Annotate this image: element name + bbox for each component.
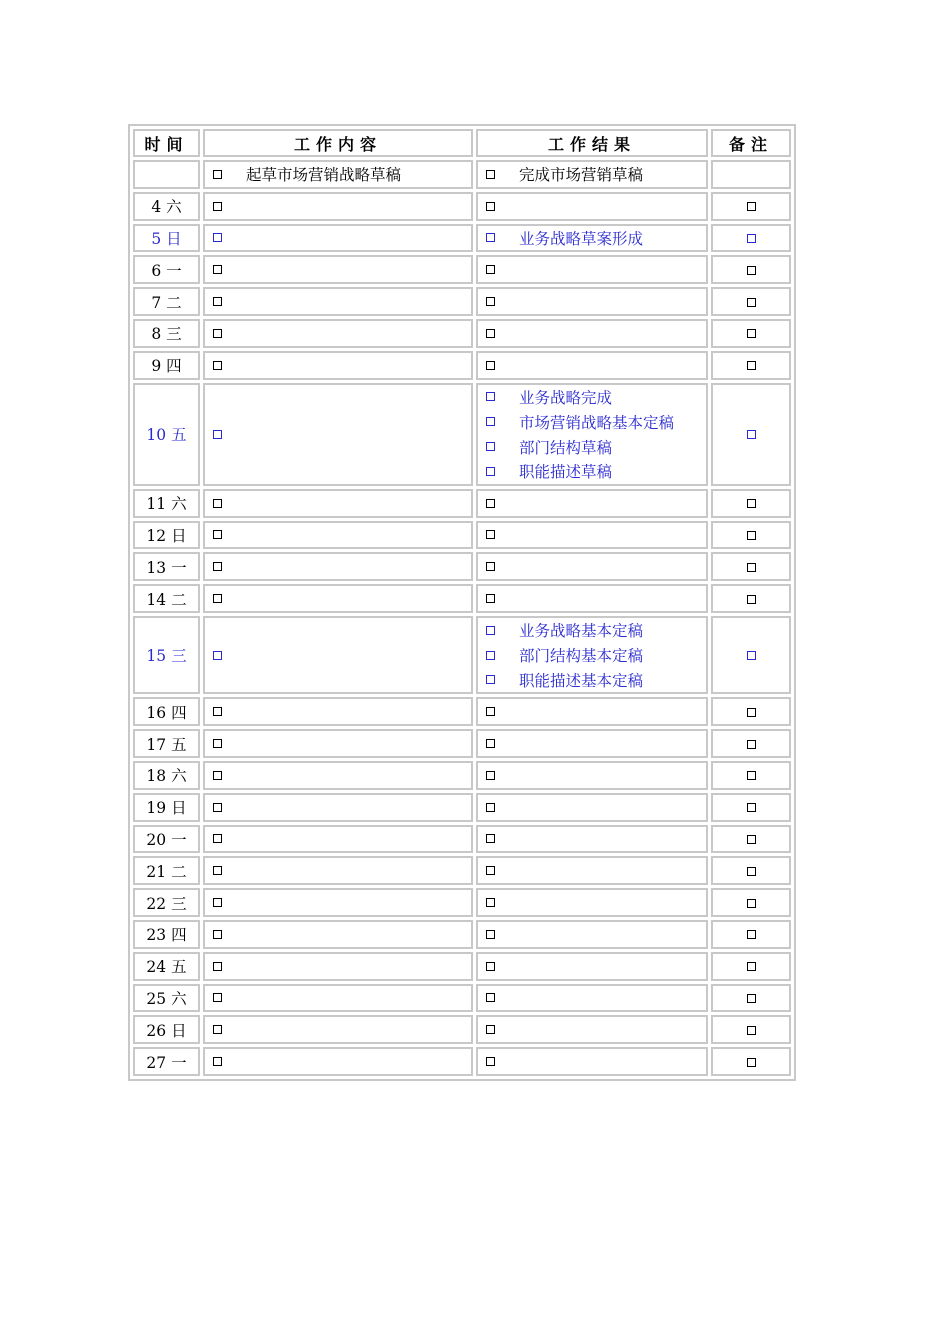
checkbox-icon[interactable] [747, 298, 756, 307]
table-row [133, 287, 791, 316]
content-cell [203, 761, 473, 790]
note-cell [711, 729, 791, 758]
time-cell: 27 一 [133, 1047, 200, 1076]
result-cell [476, 319, 708, 348]
checkbox-icon[interactable] [213, 707, 222, 716]
content-cell [203, 351, 473, 380]
time-cell: 5 日 [133, 224, 200, 253]
result-text: 业务战略完成 [519, 388, 613, 407]
checkbox-icon[interactable] [486, 834, 495, 843]
table-row [133, 552, 791, 581]
result-cell [476, 489, 708, 518]
time-cell: 4 六 [133, 192, 200, 221]
time-cell: 10 五 [133, 383, 200, 486]
table-row [133, 920, 791, 949]
result-cell [476, 616, 708, 694]
table-row [133, 1015, 791, 1044]
content-cell [203, 224, 473, 253]
result-text: 部门结构草稿 [519, 438, 613, 457]
checkbox-icon[interactable] [213, 803, 222, 812]
table-row [133, 383, 791, 486]
time-cell: 24 五 [133, 952, 200, 981]
time-cell: 26 日 [133, 1015, 200, 1044]
table-row [133, 255, 791, 284]
result-cell [476, 697, 708, 726]
checkbox-icon[interactable] [213, 834, 222, 843]
header-note: 备注 [711, 129, 791, 157]
table-row [133, 825, 791, 854]
header-result: 工作结果 [476, 129, 708, 157]
checkbox-icon[interactable] [747, 930, 756, 939]
checkbox-icon[interactable] [486, 329, 495, 338]
time-cell: 18 六 [133, 761, 200, 790]
table-row [133, 761, 791, 790]
checkbox-icon[interactable] [486, 898, 495, 907]
checkbox-icon[interactable] [213, 361, 222, 370]
table-row [133, 856, 791, 885]
checkbox-icon[interactable] [486, 202, 495, 211]
time-cell: 22 三 [133, 888, 200, 917]
checkbox-icon[interactable] [747, 234, 756, 243]
content-cell [203, 552, 473, 581]
content-cell [203, 489, 473, 518]
checkbox-icon[interactable] [486, 170, 495, 179]
result-cell [476, 1015, 708, 1044]
checkbox-icon[interactable] [213, 1025, 222, 1034]
checkbox-icon[interactable] [747, 708, 756, 717]
content-cell [203, 287, 473, 316]
content-cell [203, 255, 473, 284]
checkbox-icon[interactable] [486, 651, 495, 660]
checkbox-icon[interactable] [213, 329, 222, 338]
result-cell [476, 521, 708, 550]
content-cell [203, 729, 473, 758]
checkbox-icon[interactable] [486, 866, 495, 875]
time-cell: 13 一 [133, 552, 200, 581]
table-row [133, 697, 791, 726]
result-cell [476, 1047, 708, 1076]
content-cell [203, 383, 473, 486]
note-cell [711, 160, 791, 189]
result-cell [476, 552, 708, 581]
checkbox-icon[interactable] [486, 530, 495, 539]
checkbox-icon[interactable] [747, 835, 756, 844]
checkbox-icon[interactable] [747, 202, 756, 211]
time-cell: 19 日 [133, 793, 200, 822]
note-cell [711, 489, 791, 518]
checkbox-icon[interactable] [213, 170, 222, 179]
result-cell [476, 224, 708, 253]
checkbox-icon[interactable] [213, 962, 222, 971]
checkbox-icon[interactable] [213, 1057, 222, 1066]
content-cell [203, 192, 473, 221]
note-cell [711, 1015, 791, 1044]
checkbox-icon[interactable] [213, 297, 222, 306]
result-cell [476, 984, 708, 1013]
table-row [133, 984, 791, 1013]
result-cell [476, 160, 708, 189]
result-cell [476, 192, 708, 221]
checkbox-icon[interactable] [486, 993, 495, 1002]
checkbox-icon[interactable] [747, 651, 756, 660]
checkbox-icon[interactable] [213, 898, 222, 907]
checkbox-icon[interactable] [486, 467, 495, 476]
note-cell [711, 192, 791, 221]
checkbox-icon[interactable] [213, 866, 222, 875]
checkbox-icon[interactable] [486, 594, 495, 603]
checkbox-icon[interactable] [486, 562, 495, 571]
time-cell: 11 六 [133, 489, 200, 518]
note-cell [711, 616, 791, 694]
note-cell [711, 552, 791, 581]
content-cell [203, 584, 473, 613]
result-cell [476, 952, 708, 981]
time-cell: 12 日 [133, 521, 200, 550]
result-cell [476, 287, 708, 316]
table-row [133, 952, 791, 981]
table-row [133, 616, 791, 694]
result-cell [476, 761, 708, 790]
checkbox-icon[interactable] [213, 993, 222, 1002]
checkbox-icon[interactable] [486, 392, 495, 401]
result-cell [476, 920, 708, 949]
result-text: 部门结构基本定稿 [519, 647, 644, 666]
table-row [133, 192, 791, 221]
checkbox-icon[interactable] [213, 651, 222, 660]
time-cell: 15 三 [133, 616, 200, 694]
table-row [133, 489, 791, 518]
checkbox-icon[interactable] [486, 803, 495, 812]
content-cell [203, 160, 473, 189]
note-cell [711, 1047, 791, 1076]
time-cell: 7 二 [133, 287, 200, 316]
content-cell [203, 825, 473, 854]
checkbox-icon[interactable] [486, 962, 495, 971]
result-text: 业务战略基本定稿 [519, 622, 644, 641]
checkbox-icon[interactable] [213, 430, 222, 439]
note-cell [711, 224, 791, 253]
checkbox-icon[interactable] [486, 626, 495, 635]
checkbox-icon[interactable] [213, 233, 222, 242]
result-text: 市场营销战略基本定稿 [519, 413, 675, 432]
result-text: 职能描述基本定稿 [519, 671, 644, 690]
result-cell [476, 255, 708, 284]
table-row [133, 521, 791, 550]
content-cell [203, 616, 473, 694]
result-cell [476, 383, 708, 486]
result-cell [476, 793, 708, 822]
content-cell [203, 1015, 473, 1044]
checkbox-icon[interactable] [747, 499, 756, 508]
table-row [133, 888, 791, 917]
checkbox-icon[interactable] [747, 994, 756, 1003]
note-cell [711, 287, 791, 316]
checkbox-icon[interactable] [213, 562, 222, 571]
table-row [133, 584, 791, 613]
header-row [133, 129, 791, 157]
checkbox-icon[interactable] [213, 265, 222, 274]
checkbox-icon[interactable] [747, 803, 756, 812]
time-cell: 8 三 [133, 319, 200, 348]
checkbox-icon[interactable] [486, 739, 495, 748]
result-cell [476, 856, 708, 885]
result-cell [476, 729, 708, 758]
note-cell [711, 825, 791, 854]
checkbox-icon[interactable] [486, 417, 495, 426]
checkbox-icon[interactable] [486, 675, 495, 684]
checkbox-icon[interactable] [747, 430, 756, 439]
table-row [133, 1047, 791, 1076]
checkbox-icon[interactable] [747, 361, 756, 370]
time-cell: 6 一 [133, 255, 200, 284]
content-cell [203, 856, 473, 885]
note-cell [711, 856, 791, 885]
note-cell [711, 984, 791, 1013]
checkbox-icon[interactable] [486, 707, 495, 716]
table-row [133, 793, 791, 822]
checkbox-icon[interactable] [213, 499, 222, 508]
checkbox-icon[interactable] [747, 771, 756, 780]
checkbox-icon[interactable] [747, 595, 756, 604]
note-cell [711, 793, 791, 822]
content-cell [203, 697, 473, 726]
checkbox-icon[interactable] [213, 202, 222, 211]
content-cell [203, 952, 473, 981]
time-cell: 21 二 [133, 856, 200, 885]
checkbox-icon[interactable] [747, 740, 756, 749]
checkbox-icon[interactable] [747, 563, 756, 572]
checkbox-icon[interactable] [747, 962, 756, 971]
checkbox-icon[interactable] [486, 361, 495, 370]
time-cell: 14 二 [133, 584, 200, 613]
result-cell [476, 888, 708, 917]
note-cell [711, 255, 791, 284]
checkbox-icon[interactable] [747, 329, 756, 338]
time-cell: 25 六 [133, 984, 200, 1013]
checkbox-icon[interactable] [486, 265, 495, 274]
checkbox-icon[interactable] [486, 233, 495, 242]
note-cell [711, 761, 791, 790]
checkbox-icon[interactable] [747, 1058, 756, 1067]
note-cell [711, 584, 791, 613]
note-cell [711, 888, 791, 917]
content-text: 起草市场营销战略草稿 [246, 166, 402, 185]
note-cell [711, 920, 791, 949]
time-cell: 9 四 [133, 351, 200, 380]
checkbox-icon[interactable] [213, 594, 222, 603]
note-cell [711, 697, 791, 726]
checkbox-icon[interactable] [213, 739, 222, 748]
checkbox-icon[interactable] [486, 771, 495, 780]
checkbox-icon[interactable] [747, 867, 756, 876]
result-cell [476, 351, 708, 380]
checkbox-icon[interactable] [747, 899, 756, 908]
checkbox-icon[interactable] [486, 930, 495, 939]
result-text: 职能描述草稿 [519, 463, 613, 482]
checkbox-icon[interactable] [747, 266, 756, 275]
schedule-table [128, 124, 796, 1081]
checkbox-icon[interactable] [486, 297, 495, 306]
result-text: 业务战略草案形成 [519, 229, 644, 248]
note-cell [711, 319, 791, 348]
time-cell: 23 四 [133, 920, 200, 949]
note-cell [711, 952, 791, 981]
table-row [133, 351, 791, 380]
note-cell [711, 521, 791, 550]
checkbox-icon[interactable] [486, 442, 495, 451]
result-cell [476, 584, 708, 613]
checkbox-icon[interactable] [486, 1025, 495, 1034]
content-cell [203, 984, 473, 1013]
checkbox-icon[interactable] [213, 930, 222, 939]
table-row [133, 160, 791, 189]
content-cell [203, 793, 473, 822]
content-cell [203, 521, 473, 550]
checkbox-icon[interactable] [747, 531, 756, 540]
checkbox-icon[interactable] [486, 499, 495, 508]
content-cell [203, 319, 473, 348]
checkbox-icon[interactable] [486, 1057, 495, 1066]
header-time: 时间 [133, 129, 200, 157]
checkbox-icon[interactable] [213, 771, 222, 780]
time-cell: 17 五 [133, 729, 200, 758]
header-content: 工作内容 [203, 129, 473, 157]
result-text: 完成市场营销草稿 [519, 166, 644, 185]
result-cell [476, 825, 708, 854]
content-cell [203, 920, 473, 949]
time-cell: 16 四 [133, 697, 200, 726]
content-cell [203, 1047, 473, 1076]
table-row [133, 224, 791, 253]
time-cell: 20 一 [133, 825, 200, 854]
table-row [133, 729, 791, 758]
table-row [133, 319, 791, 348]
note-cell [711, 383, 791, 486]
checkbox-icon[interactable] [747, 1026, 756, 1035]
note-cell [711, 351, 791, 380]
content-cell [203, 888, 473, 917]
time-cell [133, 160, 200, 189]
checkbox-icon[interactable] [213, 530, 222, 539]
